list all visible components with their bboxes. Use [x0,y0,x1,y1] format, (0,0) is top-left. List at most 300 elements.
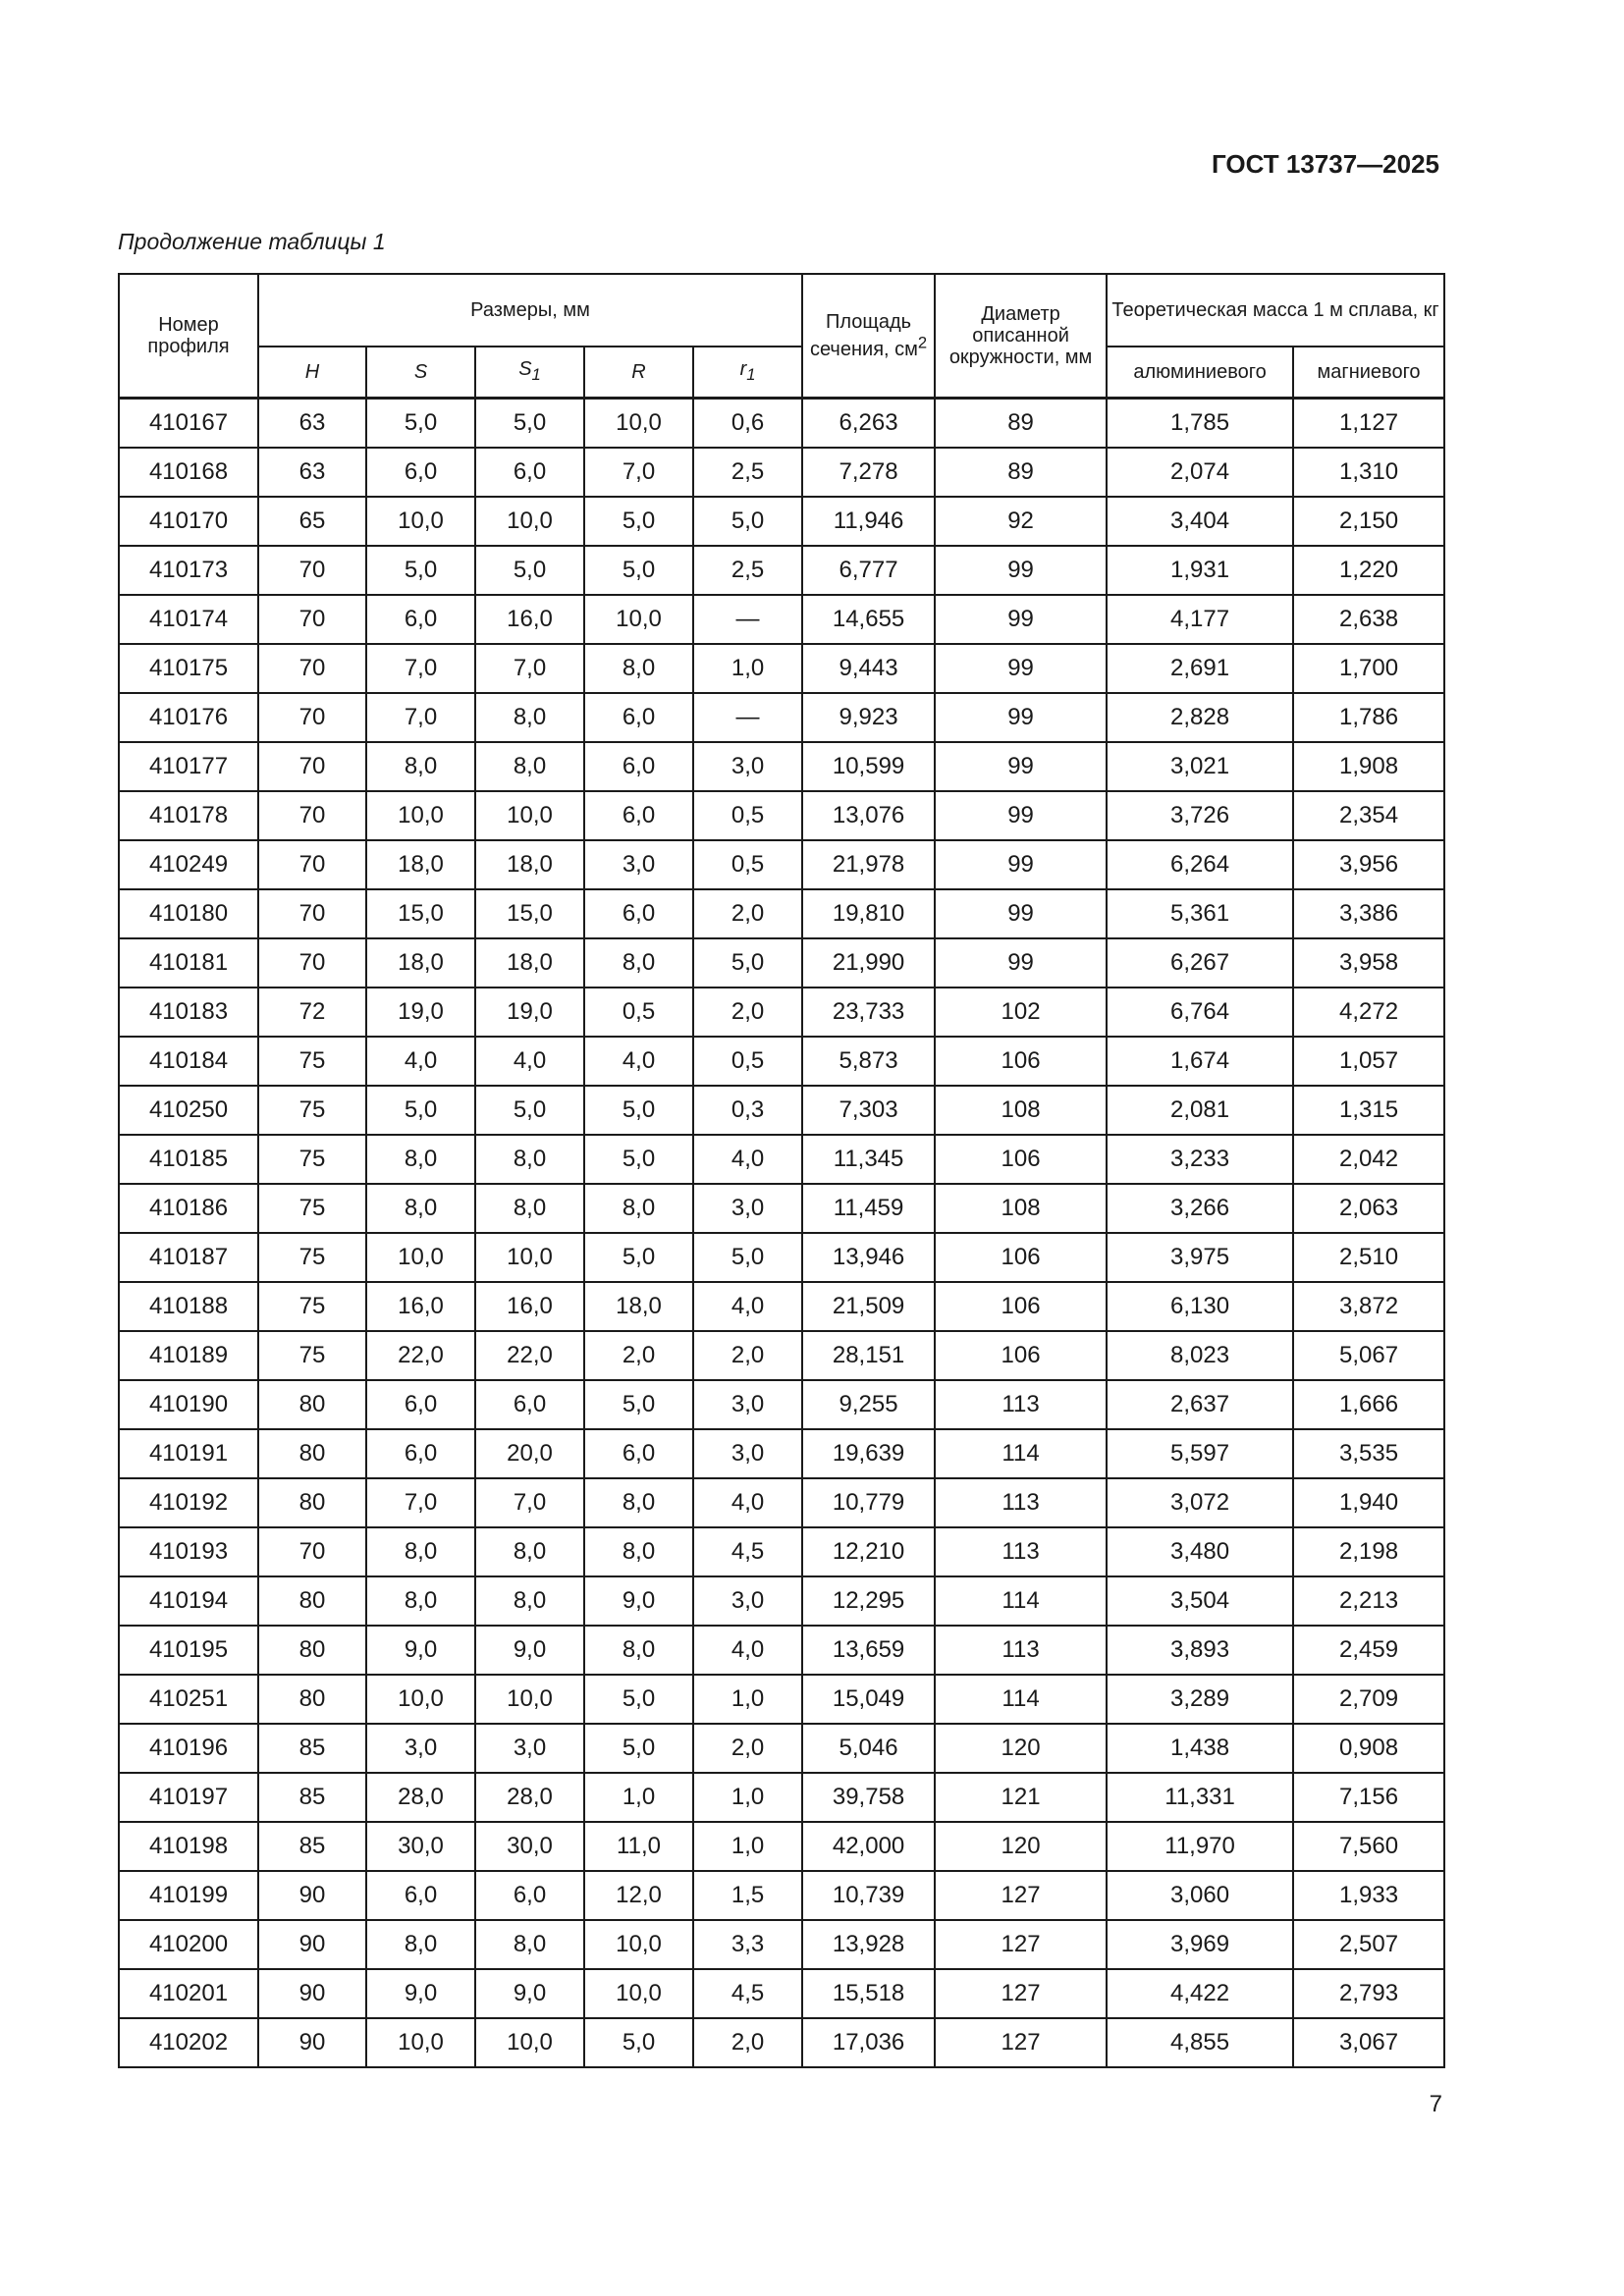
table-row [119,1429,1444,1478]
table-cell: 9,0 [366,1969,475,2018]
table-row [119,1037,1444,1086]
header-H: H [258,347,366,399]
table-row [119,938,1444,988]
table-row [119,1969,1444,2018]
table-cell: 2,0 [584,1331,693,1380]
table-cell: 4,0 [693,1478,802,1527]
table-row [119,2018,1444,2067]
table-cell: 0,5 [584,988,693,1037]
table-cell: 410188 [119,1282,258,1331]
header-S1: $S_1$ [475,347,584,399]
table-cell: 4,0 [475,1037,584,1086]
table-row [119,1282,1444,1331]
table-cell: 90 [258,1969,366,2018]
table-cell: 13,076 [802,791,935,840]
table-cell: 5,067 [1293,1331,1444,1380]
table-cell: 6,0 [366,1429,475,1478]
table-cell: 0,5 [693,840,802,889]
table-cell: 6,130 [1107,1282,1293,1331]
profiles-table [118,273,1445,2068]
table-cell: 4,0 [693,1282,802,1331]
table-cell: 3,969 [1107,1920,1293,1969]
table-cell: 5,0 [584,1086,693,1135]
table-cell: 2,198 [1293,1527,1444,1576]
table-cell: 3,3 [693,1920,802,1969]
table-cell: 106 [935,1233,1107,1282]
table-cell: 70 [258,644,366,693]
table-cell: 80 [258,1576,366,1626]
table-cell: 8,0 [584,1626,693,1675]
table-row [119,1233,1444,1282]
table-cell: 5,0 [584,1675,693,1724]
table-cell: 10,0 [584,1920,693,1969]
table-cell: 75 [258,1282,366,1331]
table-cell: 0,5 [693,1037,802,1086]
table-cell: 70 [258,693,366,742]
table-cell: 16,0 [366,1282,475,1331]
table-cell: 3,021 [1107,742,1293,791]
table-cell: 20,0 [475,1429,584,1478]
table-cell: 70 [258,791,366,840]
table-row [119,1478,1444,1527]
table-cell: 6,0 [366,448,475,497]
table-cell: 3,480 [1107,1527,1293,1576]
table-cell: 75 [258,1331,366,1380]
table-cell: 5,0 [584,1135,693,1184]
table-cell: 410199 [119,1871,258,1920]
table-cell: 90 [258,2018,366,2067]
table-cell: 2,828 [1107,693,1293,742]
table-cell: 11,0 [584,1822,693,1871]
table-cell: 1,0 [693,1773,802,1822]
table-cell: 92 [935,497,1107,546]
table-cell: 114 [935,1675,1107,1724]
table-row [119,1675,1444,1724]
table-cell: 7,0 [475,644,584,693]
table-cell: 15,049 [802,1675,935,1724]
table-cell: 18,0 [584,1282,693,1331]
table-cell: 1,0 [693,644,802,693]
table-cell: 28,151 [802,1331,935,1380]
table-cell: 410184 [119,1037,258,1086]
table-cell: 4,0 [584,1037,693,1086]
table-cell: 2,0 [693,988,802,1037]
table-cell: 8,0 [475,1920,584,1969]
table-cell: 3,0 [693,1576,802,1626]
table-cell: 8,0 [366,1920,475,1969]
table-cell: 75 [258,1135,366,1184]
table-cell: 6,0 [366,1380,475,1429]
table-row [119,1724,1444,1773]
table-cell: 9,0 [366,1626,475,1675]
table-cell: 0,6 [693,399,802,449]
table-cell: 16,0 [475,1282,584,1331]
table-row [119,1871,1444,1920]
table-cell: 75 [258,1233,366,1282]
table-cell: 2,5 [693,448,802,497]
table-cell: 6,0 [366,595,475,644]
table-cell: — [693,693,802,742]
table-cell: 410194 [119,1576,258,1626]
table-cell: 2,081 [1107,1086,1293,1135]
table-cell: 13,659 [802,1626,935,1675]
table-cell: 10,0 [366,791,475,840]
table-cell: 410191 [119,1429,258,1478]
table-cell: 4,177 [1107,595,1293,644]
table-cell: 114 [935,1576,1107,1626]
table-cell: 5,873 [802,1037,935,1086]
table-cell: 99 [935,595,1107,644]
table-cell: 99 [935,742,1107,791]
table-cell: 11,970 [1107,1822,1293,1871]
table-cell: 15,518 [802,1969,935,2018]
table-cell: 1,0 [584,1773,693,1822]
table-cell: 12,210 [802,1527,935,1576]
table-cell: 90 [258,1920,366,1969]
table-row [119,497,1444,546]
table-cell: 16,0 [475,595,584,644]
table-row [119,399,1444,449]
table-cell: 18,0 [475,938,584,988]
table-cell: 2,042 [1293,1135,1444,1184]
table-cell: 410175 [119,644,258,693]
table-cell: 30,0 [366,1822,475,1871]
header-magnesium: магниевого [1293,347,1444,399]
table-cell: 410196 [119,1724,258,1773]
table-row [119,1135,1444,1184]
table-cell: 5,046 [802,1724,935,1773]
table-cell: 5,0 [693,938,802,988]
table-cell: 3,726 [1107,791,1293,840]
table-cell: 10,0 [475,2018,584,2067]
table-row [119,1920,1444,1969]
table-cell: 85 [258,1773,366,1822]
table-cell: 1,0 [693,1822,802,1871]
table-cell: 2,0 [693,1724,802,1773]
table-cell: 410251 [119,1675,258,1724]
table-cell: 114 [935,1429,1107,1478]
table-cell: 70 [258,742,366,791]
table-row [119,1331,1444,1380]
table-cell: 108 [935,1086,1107,1135]
table-cell: 1,674 [1107,1037,1293,1086]
table-cell: 410193 [119,1527,258,1576]
table-cell: 8,023 [1107,1331,1293,1380]
table-cell: 21,509 [802,1282,935,1331]
table-cell: 8,0 [475,693,584,742]
table-cell: 9,0 [475,1626,584,1675]
table-cell: 2,0 [693,889,802,938]
table-cell: 4,272 [1293,988,1444,1037]
table-cell: 19,0 [366,988,475,1037]
table-cell: 2,793 [1293,1969,1444,2018]
table-cell: 23,733 [802,988,935,1037]
table-cell: 10,0 [584,595,693,644]
table-cell: 6,764 [1107,988,1293,1037]
table-cell: 11,946 [802,497,935,546]
table-row [119,595,1444,644]
table-cell: 5,0 [584,1380,693,1429]
table-cell: 5,361 [1107,889,1293,938]
table-cell: 410168 [119,448,258,497]
table-cell: 2,354 [1293,791,1444,840]
table-cell: 85 [258,1822,366,1871]
table-cell: 1,438 [1107,1724,1293,1773]
table-cell: 5,0 [366,546,475,595]
table-cell: 10,0 [475,1675,584,1724]
table-cell: 42,000 [802,1822,935,1871]
table-cell: 75 [258,1037,366,1086]
table-cell: 1,908 [1293,742,1444,791]
page-number: 7 [1429,2091,1442,2117]
table-cell: 113 [935,1380,1107,1429]
table-row [119,1626,1444,1675]
table-row [119,840,1444,889]
table-cell: 9,0 [475,1969,584,2018]
table-cell: 120 [935,1822,1107,1871]
table-cell: 6,0 [584,1429,693,1478]
table-cell: 0,908 [1293,1724,1444,1773]
table-cell: 106 [935,1282,1107,1331]
table-cell: 5,0 [584,1233,693,1282]
table-cell: 127 [935,1871,1107,1920]
table-row [119,988,1444,1037]
table-row [119,546,1444,595]
table-cell: 19,639 [802,1429,935,1478]
table-row [119,889,1444,938]
table-row [119,742,1444,791]
table-cell: 3,404 [1107,497,1293,546]
table-caption: Продолжение таблицы 1 [118,229,386,254]
table-cell: 7,0 [366,693,475,742]
header-r1: $r_1$ [693,347,802,399]
table-cell: 70 [258,889,366,938]
table-cell: 80 [258,1675,366,1724]
table-cell: 5,0 [584,497,693,546]
table-cell: 14,655 [802,595,935,644]
table-cell: 21,978 [802,840,935,889]
table-cell: 5,0 [475,546,584,595]
table-cell: 99 [935,644,1107,693]
table-cell: 8,0 [366,1135,475,1184]
table-cell: 6,0 [584,693,693,742]
table-cell: 106 [935,1037,1107,1086]
table-cell: 3,893 [1107,1626,1293,1675]
table-cell: 6,0 [584,791,693,840]
table-cell: 2,0 [693,1331,802,1380]
table-row [119,448,1444,497]
table-row [119,1086,1444,1135]
table-cell: 4,0 [366,1037,475,1086]
table-cell: 18,0 [366,840,475,889]
table-cell: 18,0 [475,840,584,889]
table-cell: 3,872 [1293,1282,1444,1331]
table-cell: 7,278 [802,448,935,497]
table-cell: 2,510 [1293,1233,1444,1282]
table-cell: 5,597 [1107,1429,1293,1478]
table-cell: 3,0 [693,742,802,791]
table-cell: 7,560 [1293,1822,1444,1871]
table-cell: 410186 [119,1184,258,1233]
table-cell: 3,0 [584,840,693,889]
table-cell: 113 [935,1626,1107,1675]
table-cell: 6,0 [475,1380,584,1429]
table-cell: 8,0 [584,938,693,988]
table-cell: 10,0 [584,1969,693,2018]
table-cell: 8,0 [584,1527,693,1576]
table-cell: 11,331 [1107,1773,1293,1822]
table-cell: 2,0 [693,2018,802,2067]
table-cell: 7,0 [475,1478,584,1527]
table-cell: 10,0 [366,497,475,546]
table-cell: 3,0 [693,1380,802,1429]
table-cell: 108 [935,1184,1107,1233]
table-cell: 21,990 [802,938,935,988]
table-cell: 18,0 [366,938,475,988]
table-cell: 9,0 [584,1576,693,1626]
table-cell: 2,063 [1293,1184,1444,1233]
table-cell: 3,266 [1107,1184,1293,1233]
table-cell: 70 [258,1527,366,1576]
table-cell: 410250 [119,1086,258,1135]
table-cell: 102 [935,988,1107,1037]
table-row [119,693,1444,742]
table-cell: 410202 [119,2018,258,2067]
table-cell: 19,810 [802,889,935,938]
header-diameter: Диаметр описанной окружности, мм [935,274,1107,399]
table-row [119,1527,1444,1576]
table-row [119,644,1444,693]
table-cell: 6,0 [584,889,693,938]
table-cell: 113 [935,1478,1107,1527]
table-cell: 6,0 [584,742,693,791]
table-cell: 410177 [119,742,258,791]
table-cell: 10,0 [475,497,584,546]
table-cell: 4,5 [693,1527,802,1576]
table-cell: 410192 [119,1478,258,1527]
table-cell: 4,0 [693,1626,802,1675]
table-cell: 2,637 [1107,1380,1293,1429]
table-cell: 5,0 [693,1233,802,1282]
table-cell: 10,0 [475,1233,584,1282]
table-cell: 22,0 [366,1331,475,1380]
table-cell: 80 [258,1380,366,1429]
table-cell: 410180 [119,889,258,938]
table-cell: 3,0 [475,1724,584,1773]
table-row [119,1822,1444,1871]
table-cell: 8,0 [475,1576,584,1626]
table-row [119,1184,1444,1233]
table-cell: 5,0 [366,399,475,449]
table-cell: 89 [935,399,1107,449]
table-cell: 6,0 [366,1871,475,1920]
table-cell: 3,0 [693,1429,802,1478]
table-cell: 5,0 [475,399,584,449]
table-cell: 10,739 [802,1871,935,1920]
table-cell: 6,264 [1107,840,1293,889]
table-cell: 80 [258,1626,366,1675]
table-cell: 7,0 [366,1478,475,1527]
table-cell: 8,0 [366,1184,475,1233]
table-cell: 8,0 [475,1135,584,1184]
table-cell: 13,946 [802,1233,935,1282]
table-cell: 8,0 [584,1184,693,1233]
table-cell: 65 [258,497,366,546]
table-cell: 6,267 [1107,938,1293,988]
table-cell: 1,940 [1293,1478,1444,1527]
table-cell: 9,443 [802,644,935,693]
table-cell: 1,785 [1107,399,1293,449]
table-cell: 2,638 [1293,595,1444,644]
table-cell: 8,0 [366,742,475,791]
table-cell: 70 [258,840,366,889]
table-cell: 7,156 [1293,1773,1444,1822]
table-cell: 2,507 [1293,1920,1444,1969]
table-cell: 1,666 [1293,1380,1444,1429]
table-cell: 11,459 [802,1184,935,1233]
table-cell: 410181 [119,938,258,988]
table-cell: 410187 [119,1233,258,1282]
table-cell: 6,777 [802,546,935,595]
table-cell: 10,0 [366,2018,475,2067]
header-area: Площадь сечения, $см^2$ [802,274,935,399]
table-cell: 3,233 [1107,1135,1293,1184]
table-cell: 410198 [119,1822,258,1871]
table-cell: 121 [935,1773,1107,1822]
table-cell: 3,072 [1107,1478,1293,1527]
table-cell: 120 [935,1724,1107,1773]
table-cell: 2,459 [1293,1626,1444,1675]
table-cell: 1,310 [1293,448,1444,497]
table-cell: 127 [935,1920,1107,1969]
table-cell: 89 [935,448,1107,497]
table-cell: 410200 [119,1920,258,1969]
table-cell: 75 [258,1184,366,1233]
table-cell: 3,386 [1293,889,1444,938]
table-cell: 5,0 [475,1086,584,1135]
table-cell: 1,931 [1107,546,1293,595]
table-cell: 106 [935,1135,1107,1184]
table-cell: 99 [935,546,1107,595]
header-sizes: Размеры, мм [258,274,802,347]
table-cell: 113 [935,1527,1107,1576]
table-cell: 7,303 [802,1086,935,1135]
table-cell: 5,0 [584,546,693,595]
table-cell: 13,928 [802,1920,935,1969]
table-cell: 5,0 [584,2018,693,2067]
table-cell: 410178 [119,791,258,840]
table-cell: 80 [258,1429,366,1478]
table-cell: 22,0 [475,1331,584,1380]
table-cell: 3,535 [1293,1429,1444,1478]
table-cell: 1,0 [693,1675,802,1724]
table-cell: 3,060 [1107,1871,1293,1920]
table-cell: 11,345 [802,1135,935,1184]
table-cell: 4,0 [693,1135,802,1184]
table-cell: 8,0 [475,742,584,791]
table-cell: 4,422 [1107,1969,1293,2018]
table-cell: 4,5 [693,1969,802,2018]
table-cell: 12,0 [584,1871,693,1920]
table-cell: 15,0 [475,889,584,938]
table-cell: 10,0 [366,1233,475,1282]
table-cell: 5,0 [693,497,802,546]
header-aluminium: алюминиевого [1107,347,1293,399]
table-cell: 3,958 [1293,938,1444,988]
table-row [119,1773,1444,1822]
table-cell: 3,0 [693,1184,802,1233]
table-cell: 8,0 [475,1184,584,1233]
